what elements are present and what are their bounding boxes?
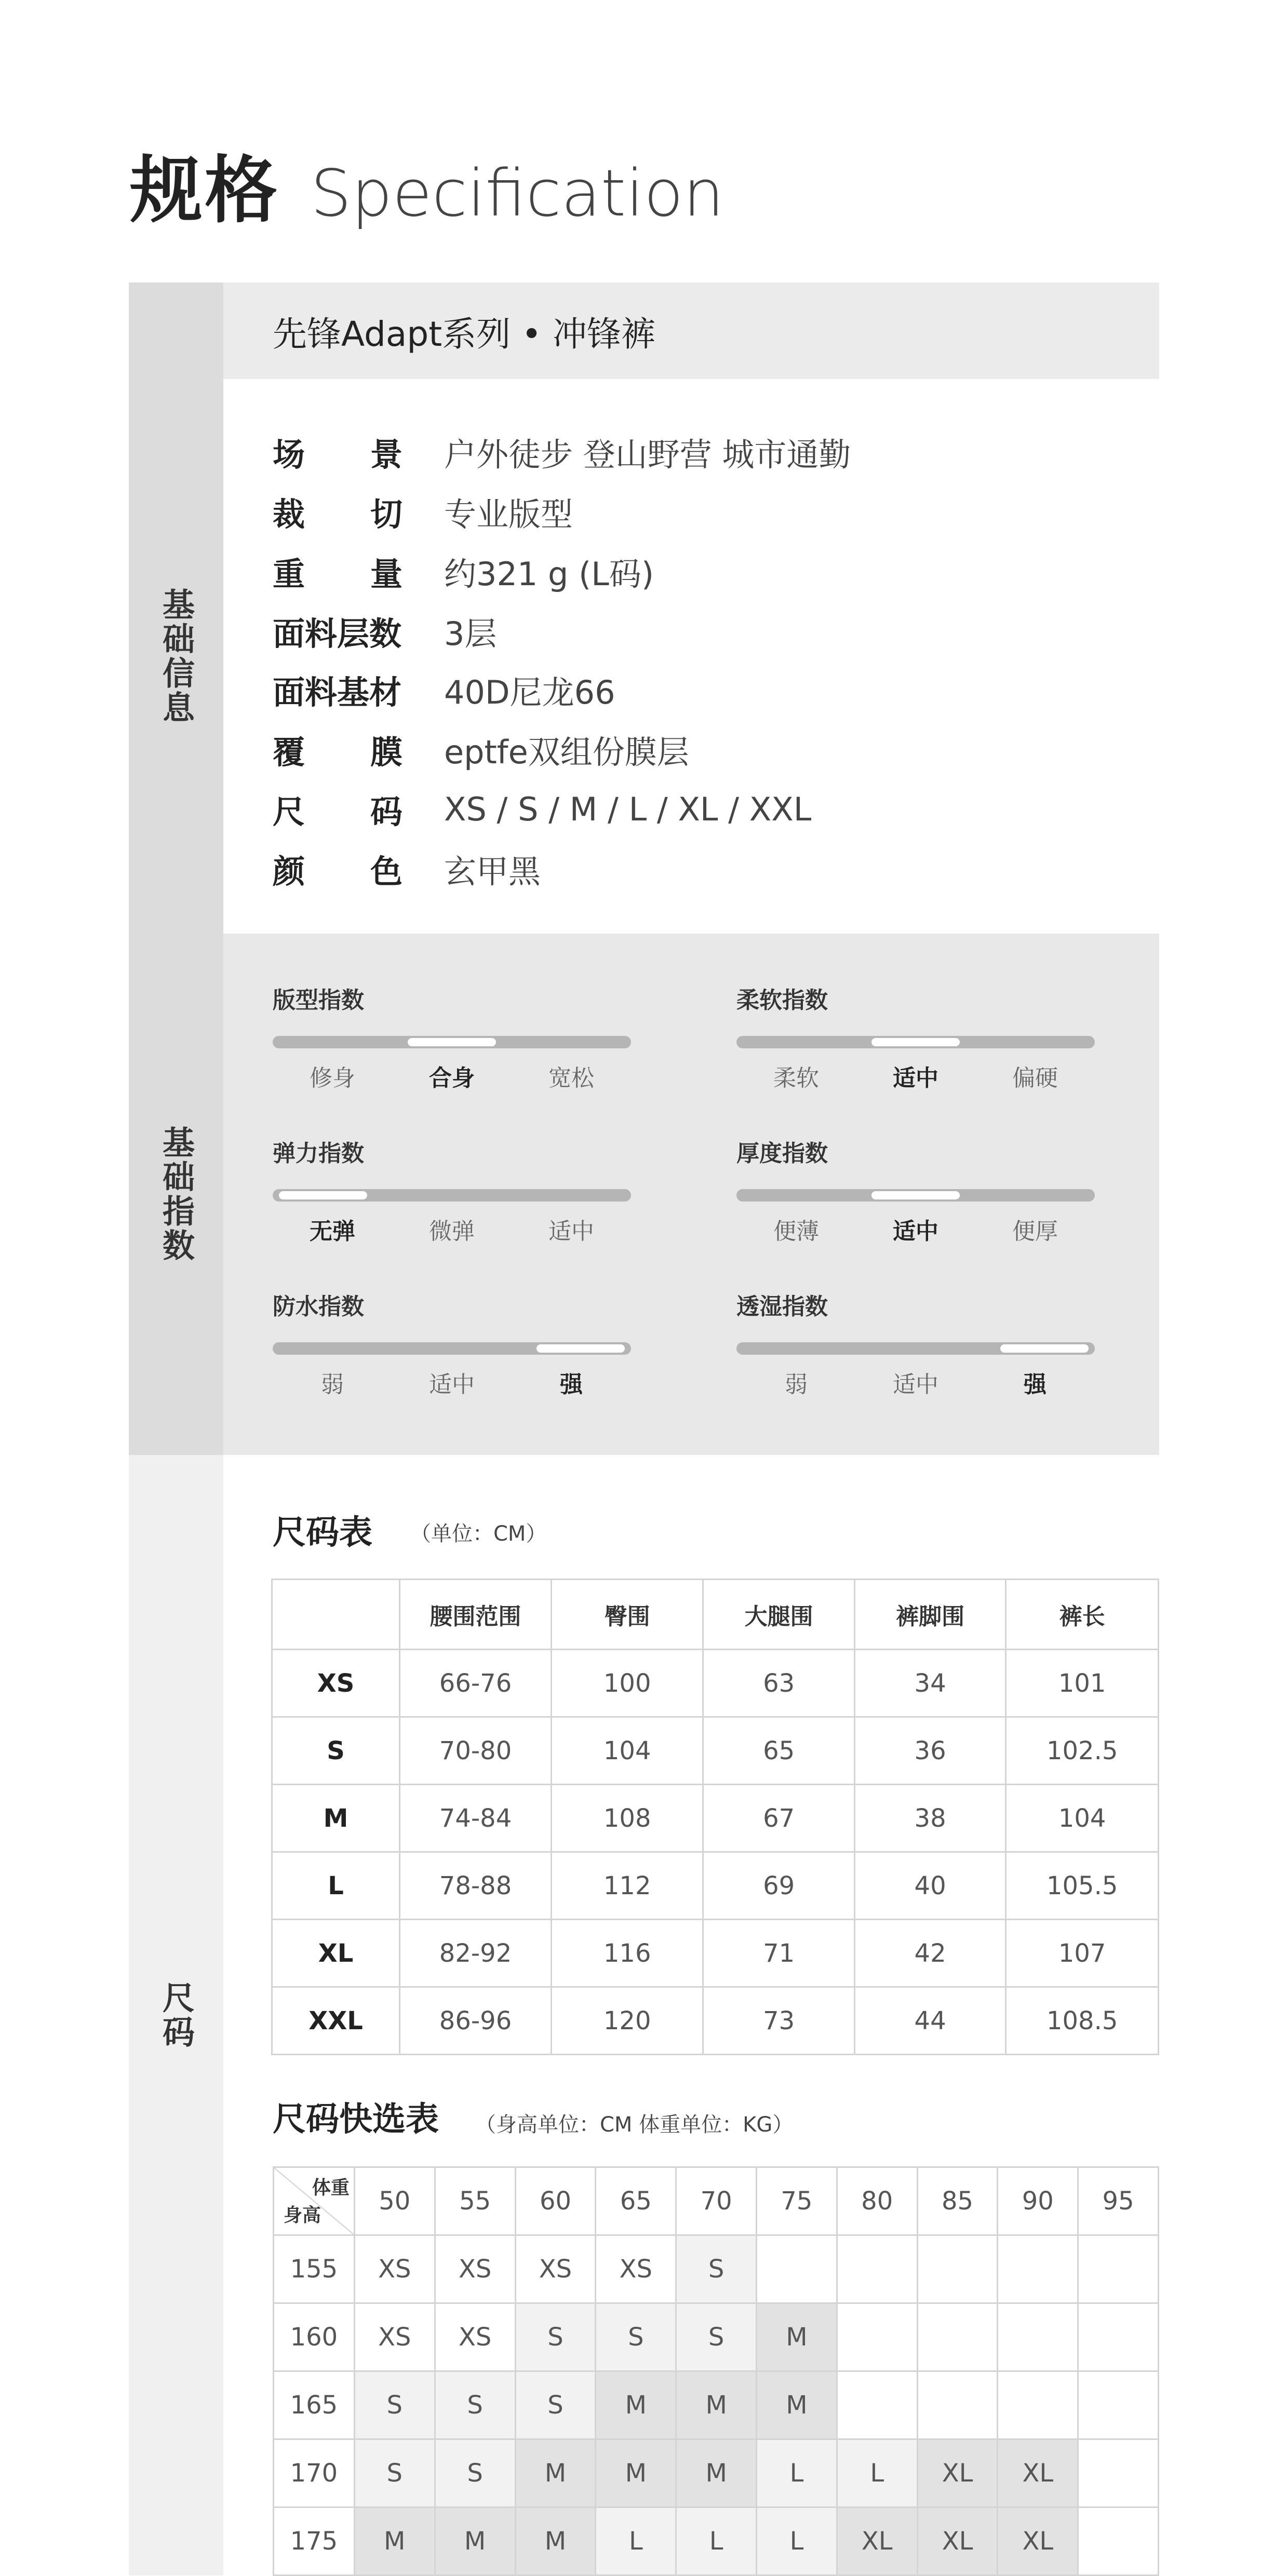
quick-table-cell: XL bbox=[998, 2439, 1078, 2507]
size-table-cell: 78-88 bbox=[400, 1852, 552, 1920]
quick-table-cell: S bbox=[354, 2439, 435, 2507]
page-title bbox=[130, 132, 724, 236]
info-value: 玄甲黑 bbox=[444, 852, 541, 891]
quick-table-cell: M bbox=[676, 2371, 757, 2439]
quick-table-row bbox=[274, 2439, 1159, 2507]
corner-height-label: 身高 bbox=[284, 2205, 321, 2226]
size-table-cell: 107 bbox=[1006, 1920, 1159, 1987]
index-track bbox=[736, 1342, 1095, 1355]
info-label-part: 颜 bbox=[273, 852, 305, 891]
quick-table-cell: M bbox=[515, 2439, 596, 2507]
size-table-cell: 108 bbox=[552, 1785, 703, 1852]
index-title: 防水指数 bbox=[273, 1293, 364, 1320]
quick-table-cell: M bbox=[757, 2371, 837, 2439]
quick-table-cell: M bbox=[354, 2507, 435, 2575]
quick-table-weight: 70 bbox=[676, 2167, 757, 2235]
size-table-cell: 36 bbox=[854, 1717, 1005, 1785]
quick-table-cell: M bbox=[596, 2371, 676, 2439]
size-table-cell: 101 bbox=[1006, 1650, 1159, 1717]
info-label-part: 面料基材 bbox=[273, 673, 402, 711]
quick-table-weight: 80 bbox=[837, 2167, 917, 2235]
quick-table-weight: 90 bbox=[998, 2167, 1078, 2235]
size-table-header-cell: 腰围范围 bbox=[400, 1580, 552, 1650]
size-table-row bbox=[272, 1852, 1159, 1920]
info-label bbox=[273, 667, 403, 713]
index-label: 修身 bbox=[310, 1065, 355, 1091]
quick-table-cell bbox=[1078, 2439, 1159, 2507]
quick-table-cell: XL bbox=[998, 2507, 1078, 2575]
quick-table-cell: XS bbox=[435, 2235, 515, 2303]
size-table-cell: XS bbox=[272, 1650, 400, 1717]
info-row bbox=[273, 545, 654, 597]
quick-table-weight: 50 bbox=[354, 2167, 435, 2235]
category-size bbox=[129, 1455, 223, 2575]
title-chinese: 规格 bbox=[130, 149, 280, 233]
size-table-cell: 40 bbox=[854, 1852, 1005, 1920]
quick-table-cell: XS bbox=[596, 2235, 676, 2303]
size-table-cell: M bbox=[272, 1785, 400, 1852]
quick-table-row bbox=[274, 2507, 1159, 2575]
quick-table-cell: L bbox=[837, 2439, 917, 2507]
index-track bbox=[736, 1036, 1095, 1048]
size-table-cell: 38 bbox=[854, 1785, 1005, 1852]
quick-table-weight: 75 bbox=[757, 2167, 837, 2235]
info-label-part: 码 bbox=[370, 792, 403, 831]
quick-table-cell: M bbox=[757, 2303, 837, 2371]
index-label: 适中 bbox=[893, 1218, 938, 1245]
quick-table-cell: XS bbox=[354, 2235, 435, 2303]
info-value: 专业版型 bbox=[444, 495, 573, 533]
quick-table-cell bbox=[837, 2303, 917, 2371]
quick-table-cell bbox=[837, 2371, 917, 2439]
quick-size-table bbox=[273, 2166, 1159, 2576]
quick-table-cell bbox=[917, 2235, 998, 2303]
info-label bbox=[273, 786, 403, 832]
info-label bbox=[273, 726, 403, 773]
size-table-row bbox=[272, 1650, 1159, 1717]
size-table-cell: 86-96 bbox=[400, 1987, 552, 2055]
size-table-cell: 108.5 bbox=[1006, 1987, 1159, 2055]
index-label: 无弹 bbox=[310, 1218, 355, 1245]
quick-table-cell bbox=[917, 2303, 998, 2371]
index-title: 弹力指数 bbox=[273, 1140, 364, 1167]
quick-table-weight: 65 bbox=[596, 2167, 676, 2235]
index-label: 便厚 bbox=[1012, 1218, 1058, 1245]
quick-table-cell: L bbox=[757, 2507, 837, 2575]
size-table-header-cell: 臀围 bbox=[552, 1580, 703, 1650]
info-row bbox=[273, 605, 497, 657]
size-table-cell: 34 bbox=[854, 1650, 1005, 1717]
index-track bbox=[273, 1189, 631, 1202]
index-title: 柔软指数 bbox=[736, 987, 828, 1014]
size-table-header-cell: 大腿围 bbox=[703, 1580, 854, 1650]
info-value: 约321 g (L码) bbox=[444, 555, 654, 593]
info-label-part: 尺 bbox=[273, 792, 305, 831]
info-value: eptfe双组份膜层 bbox=[444, 733, 689, 771]
size-table-cell: 44 bbox=[854, 1987, 1005, 2055]
quick-table-cell bbox=[1078, 2235, 1159, 2303]
info-row bbox=[273, 723, 689, 775]
quick-table-cell bbox=[1078, 2507, 1159, 2575]
quick-table-title: 尺码快选表 bbox=[273, 2100, 439, 2139]
quick-table-cell bbox=[998, 2371, 1078, 2439]
quick-table-unit: （身高单位：CM 体重单位：KG） bbox=[475, 2113, 794, 2137]
quick-table-cell: L bbox=[757, 2439, 837, 2507]
size-table-cell: 116 bbox=[552, 1920, 703, 1987]
size-table-cell: 105.5 bbox=[1006, 1852, 1159, 1920]
index-track bbox=[273, 1036, 631, 1048]
quick-table-cell bbox=[757, 2235, 837, 2303]
index-label: 便薄 bbox=[773, 1218, 819, 1245]
size-table-unit: （单位：CM） bbox=[410, 1522, 547, 1546]
index-title: 版型指数 bbox=[273, 987, 364, 1014]
info-value: 40D尼龙66 bbox=[444, 673, 615, 711]
quick-table-cell: M bbox=[676, 2439, 757, 2507]
quick-table-cell: XS bbox=[354, 2303, 435, 2371]
quick-table-cell: M bbox=[596, 2439, 676, 2507]
size-table-header-cell: 裤长 bbox=[1006, 1580, 1159, 1650]
index-label: 强 bbox=[560, 1371, 583, 1398]
quick-table-height: 175 bbox=[274, 2507, 355, 2575]
info-label-part: 裁 bbox=[273, 495, 305, 533]
quick-table-height: 170 bbox=[274, 2439, 355, 2507]
index-label: 适中 bbox=[548, 1218, 594, 1245]
size-table-cell: 67 bbox=[703, 1785, 854, 1852]
quick-table-cell bbox=[998, 2303, 1078, 2371]
corner-weight-label: 体重 bbox=[312, 2177, 350, 2199]
info-value: 3层 bbox=[444, 614, 497, 653]
quick-table-cell bbox=[998, 2235, 1078, 2303]
info-label-part: 重 bbox=[273, 555, 305, 593]
index-label: 宽松 bbox=[548, 1065, 594, 1091]
info-label-part: 景 bbox=[370, 435, 403, 474]
size-table-header-row bbox=[272, 1580, 1159, 1650]
quick-table-cell: S bbox=[676, 2303, 757, 2371]
title-english: Specification bbox=[311, 156, 725, 231]
quick-table-cell: S bbox=[676, 2235, 757, 2303]
quick-table-weight: 85 bbox=[917, 2167, 998, 2235]
quick-table-cell bbox=[837, 2235, 917, 2303]
info-row bbox=[273, 426, 851, 478]
quick-table-cell: XL bbox=[917, 2439, 998, 2507]
info-label bbox=[273, 489, 403, 535]
quick-table-cell: XL bbox=[917, 2507, 998, 2575]
size-table-row bbox=[272, 1717, 1159, 1785]
size-table-cell: 74-84 bbox=[400, 1785, 552, 1852]
index-title: 透湿指数 bbox=[736, 1293, 828, 1320]
info-label bbox=[273, 548, 403, 595]
index-thumb bbox=[871, 1191, 960, 1199]
info-label-part: 量 bbox=[370, 555, 403, 593]
quick-table-cell: S bbox=[354, 2371, 435, 2439]
quick-table-cell: M bbox=[515, 2507, 596, 2575]
quick-table-cell bbox=[917, 2371, 998, 2439]
quick-table-cell: S bbox=[435, 2371, 515, 2439]
size-table-cell: L bbox=[272, 1852, 400, 1920]
size-table-cell: XXL bbox=[272, 1987, 400, 2055]
size-table-cell: 70-80 bbox=[400, 1717, 552, 1785]
info-label-part: 面料层数 bbox=[273, 614, 402, 653]
index-thumb bbox=[536, 1344, 625, 1353]
size-table-cell: 42 bbox=[854, 1920, 1005, 1987]
info-label-part: 膜 bbox=[370, 733, 403, 771]
quick-table-cell: S bbox=[435, 2439, 515, 2507]
size-table-cell: 71 bbox=[703, 1920, 854, 1987]
size-table-cell: XL bbox=[272, 1920, 400, 1987]
info-label bbox=[273, 608, 403, 654]
quick-table-cell: S bbox=[515, 2371, 596, 2439]
index-thumb bbox=[1000, 1344, 1089, 1353]
info-row bbox=[273, 485, 573, 537]
size-table-cell: 73 bbox=[703, 1987, 854, 2055]
index-thumb bbox=[279, 1191, 367, 1199]
size-table-cell: 65 bbox=[703, 1717, 854, 1785]
index-label: 偏硬 bbox=[1012, 1065, 1058, 1091]
size-table-cell: 69 bbox=[703, 1852, 854, 1920]
category-index bbox=[129, 934, 223, 1455]
quick-table-cell: XL bbox=[837, 2507, 917, 2575]
quick-table-height: 160 bbox=[274, 2303, 355, 2371]
info-row bbox=[273, 843, 541, 895]
index-label: 适中 bbox=[893, 1371, 938, 1398]
quick-table-cell: M bbox=[435, 2507, 515, 2575]
info-row bbox=[273, 664, 615, 716]
size-table-row bbox=[272, 1920, 1159, 1987]
index-label: 合身 bbox=[429, 1065, 475, 1091]
size-table-cell: 104 bbox=[552, 1717, 703, 1785]
index-track bbox=[736, 1189, 1095, 1202]
category-size-label: 尺码 bbox=[157, 1981, 195, 2049]
size-table-row bbox=[272, 1987, 1159, 2055]
info-label-part: 色 bbox=[370, 852, 403, 891]
index-thumb bbox=[871, 1038, 960, 1046]
product-name: 先锋Adapt系列 • 冲锋裤 bbox=[273, 314, 655, 354]
size-table-cell: 100 bbox=[552, 1650, 703, 1717]
info-value: 户外徒步 登山野营 城市通勤 bbox=[444, 435, 851, 474]
size-table-title: 尺码表 bbox=[273, 1514, 372, 1552]
info-label-part: 场 bbox=[273, 435, 305, 474]
quick-table-row bbox=[274, 2235, 1159, 2303]
quick-table-weight: 55 bbox=[435, 2167, 515, 2235]
header-category-cell bbox=[129, 282, 223, 379]
quick-table-cell: S bbox=[596, 2303, 676, 2371]
info-value: XS / S / M / L / XL / XXL bbox=[444, 790, 812, 828]
quick-table-cell bbox=[1078, 2371, 1159, 2439]
size-table-cell: 104 bbox=[1006, 1785, 1159, 1852]
size-table-header-cell bbox=[272, 1580, 400, 1650]
quick-table-header-row bbox=[274, 2167, 1159, 2235]
index-thumb bbox=[408, 1038, 496, 1046]
quick-table-corner bbox=[274, 2167, 355, 2235]
quick-table-weight: 60 bbox=[515, 2167, 596, 2235]
index-track bbox=[273, 1342, 631, 1355]
size-table-cell: 102.5 bbox=[1006, 1717, 1159, 1785]
info-label-part: 覆 bbox=[273, 733, 305, 771]
index-label: 弱 bbox=[321, 1371, 344, 1398]
quick-table-row bbox=[274, 2371, 1159, 2439]
info-label bbox=[273, 429, 403, 475]
info-row bbox=[273, 783, 811, 835]
quick-table-weight: 95 bbox=[1078, 2167, 1159, 2235]
info-label-part: 切 bbox=[370, 495, 403, 533]
quick-table-row bbox=[274, 2303, 1159, 2371]
size-table-header-cell: 裤脚围 bbox=[854, 1580, 1005, 1650]
index-label: 适中 bbox=[429, 1371, 475, 1398]
quick-table-cell: XS bbox=[515, 2235, 596, 2303]
size-table-cell: 120 bbox=[552, 1987, 703, 2055]
info-label bbox=[273, 846, 403, 892]
quick-table-cell bbox=[1078, 2303, 1159, 2371]
index-label: 弱 bbox=[785, 1371, 808, 1398]
size-table-cell: S bbox=[272, 1717, 400, 1785]
size-table-cell: 112 bbox=[552, 1852, 703, 1920]
index-label: 强 bbox=[1024, 1371, 1046, 1398]
quick-table-cell: L bbox=[676, 2507, 757, 2575]
size-table-cell: 66-76 bbox=[400, 1650, 552, 1717]
quick-table-height: 155 bbox=[274, 2235, 355, 2303]
index-label: 柔软 bbox=[773, 1065, 819, 1091]
index-label: 微弹 bbox=[429, 1218, 475, 1245]
quick-table-cell: L bbox=[596, 2507, 676, 2575]
size-table-cell: 63 bbox=[703, 1650, 854, 1717]
quick-table-cell: XS bbox=[435, 2303, 515, 2371]
index-title: 厚度指数 bbox=[736, 1140, 828, 1167]
quick-table-cell: S bbox=[515, 2303, 596, 2371]
category-index-label: 基础指数 bbox=[157, 1126, 195, 1263]
size-table-row bbox=[272, 1785, 1159, 1852]
quick-table-height: 165 bbox=[274, 2371, 355, 2439]
size-table-cell: 82-92 bbox=[400, 1920, 552, 1987]
category-info bbox=[129, 379, 223, 934]
category-info-label: 基础信息 bbox=[157, 588, 195, 725]
size-table bbox=[271, 1579, 1159, 2055]
index-label: 适中 bbox=[893, 1065, 938, 1091]
